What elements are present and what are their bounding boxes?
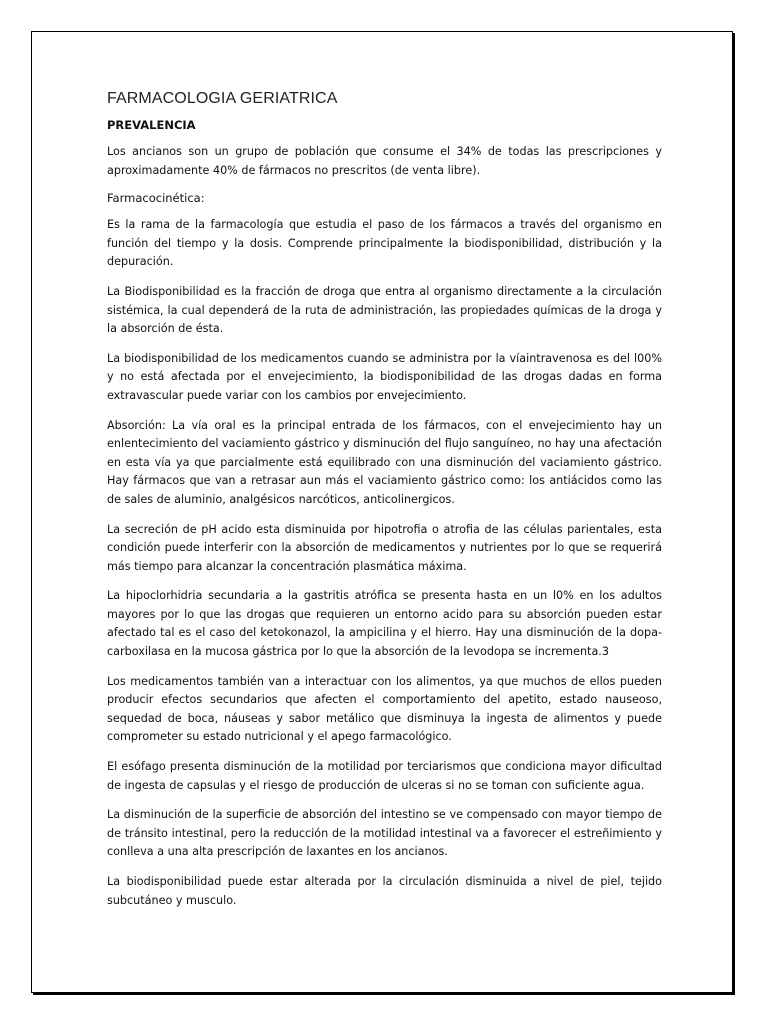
- document-title: FARMACOLOGIA GERIATRICA: [107, 90, 338, 107]
- subheading-farmacocinetica: Farmacocinética:: [107, 191, 205, 206]
- paragraph-circulacion: La biodisponibilidad puede estar alterada por la circulación disminuida a nivel de piel, tejido subcutáneo y musculo.: [107, 875, 662, 907]
- paragraph-prevalencia: Los ancianos son un grupo de población que consume el 34% de todas las prescripciones y aproximadamente 40% de fármacos no prescritos (de venta libre).: [107, 145, 662, 177]
- paragraph-interaccion-alimentos: Los medicamentos también van a interactuar con los alimentos, ya que muchos de ellos pueden producir efectos secundarios que afecten el comportamiento del apetito, estado nauseoso, sequedad de boca, náuseas y sabor metálico que disminuya la ingesta de alimentos y puede comprometer su estado nutricional y el apego farmacológico.: [107, 674, 662, 744]
- paragraph-absorcion: Absorción: La vía oral es la principal entrada de los fármacos, con el envejecimiento hay un enlentecimiento del vaciamiento gástrico y disminución del flujo sanguíneo, no hay una afectación en esta vía ya que parcialmente está equilibrado con una disminución del vaciamiento gástrico. Hay fármacos que van a retrasar aun más el vaciamiento gástrico como: los antiácidos como las de sales de aluminio, analgésicos narcóticos, anticolinergicos.: [107, 418, 662, 506]
- section-heading-prevalencia: PREVALENCIA: [107, 118, 196, 132]
- document-body: [107, 90, 662, 921]
- paragraph-intestino: La disminución de la superficie de absorción del intestino se ve compensado con mayor tiempo de de tránsito intestinal, pero la reducción de la motilidad intestinal va a favorecer el estreñimiento y conlleva a una alta prescripción de laxantes en los ancianos.: [107, 808, 662, 859]
- paragraph-secrecion-ph: La secreción de pH acido esta disminuida por hipotrofia o atrofia de las células parientales, esta condición puede interferir con la absorción de medicamentos y nutrientes por lo que se requerirá más tiempo para alcanzar la concentración plasmática máxima.: [107, 522, 662, 573]
- paragraph-esofago: El esófago presenta disminución de la motilidad por terciarismos que condiciona mayor dificultad de ingesta de capsulas y el riesgo de producción de ulceras si no se toman con suficiente agua.: [107, 760, 662, 792]
- paragraph-hipoclorhidria: La hipoclorhidria secundaria a la gastritis atrófica se presenta hasta en un l0% en los adultos mayores por lo que las drogas que requieren un entorno acido para su absorción pueden estar afectado tal es el caso del ketokonazol, la ampicilina y el hierro. Hay una disminución de la dopa-carboxilasa en la mucosa gástrica por lo que la absorción de la levodopa se incrementa.3: [107, 589, 662, 659]
- paragraph-farmacocinetica-definicion: Es la rama de la farmacología que estudia el paso de los fármacos a través del organismo en función del tiempo y la dosis. Comprende principalmente la biodisponibilidad, distribución y la depuración.: [107, 218, 662, 269]
- paragraph-biodisponibilidad: La Biodisponibilidad es la fracción de droga que entra al organismo directamente a la circulación sistémica, la cual dependerá de la ruta de administración, las propiedades químicas de la droga y la absorción de ésta.: [107, 284, 662, 336]
- paragraph-via-intravenosa: La biodisponibilidad de los medicamentos cuando se administra por la víaintravenosa es del l00% y no está afectada por el envejecimiento, la biodisponibilidad de las drogas dadas en forma extravascular puede variar con los cambios por envejecimiento.: [107, 351, 662, 402]
